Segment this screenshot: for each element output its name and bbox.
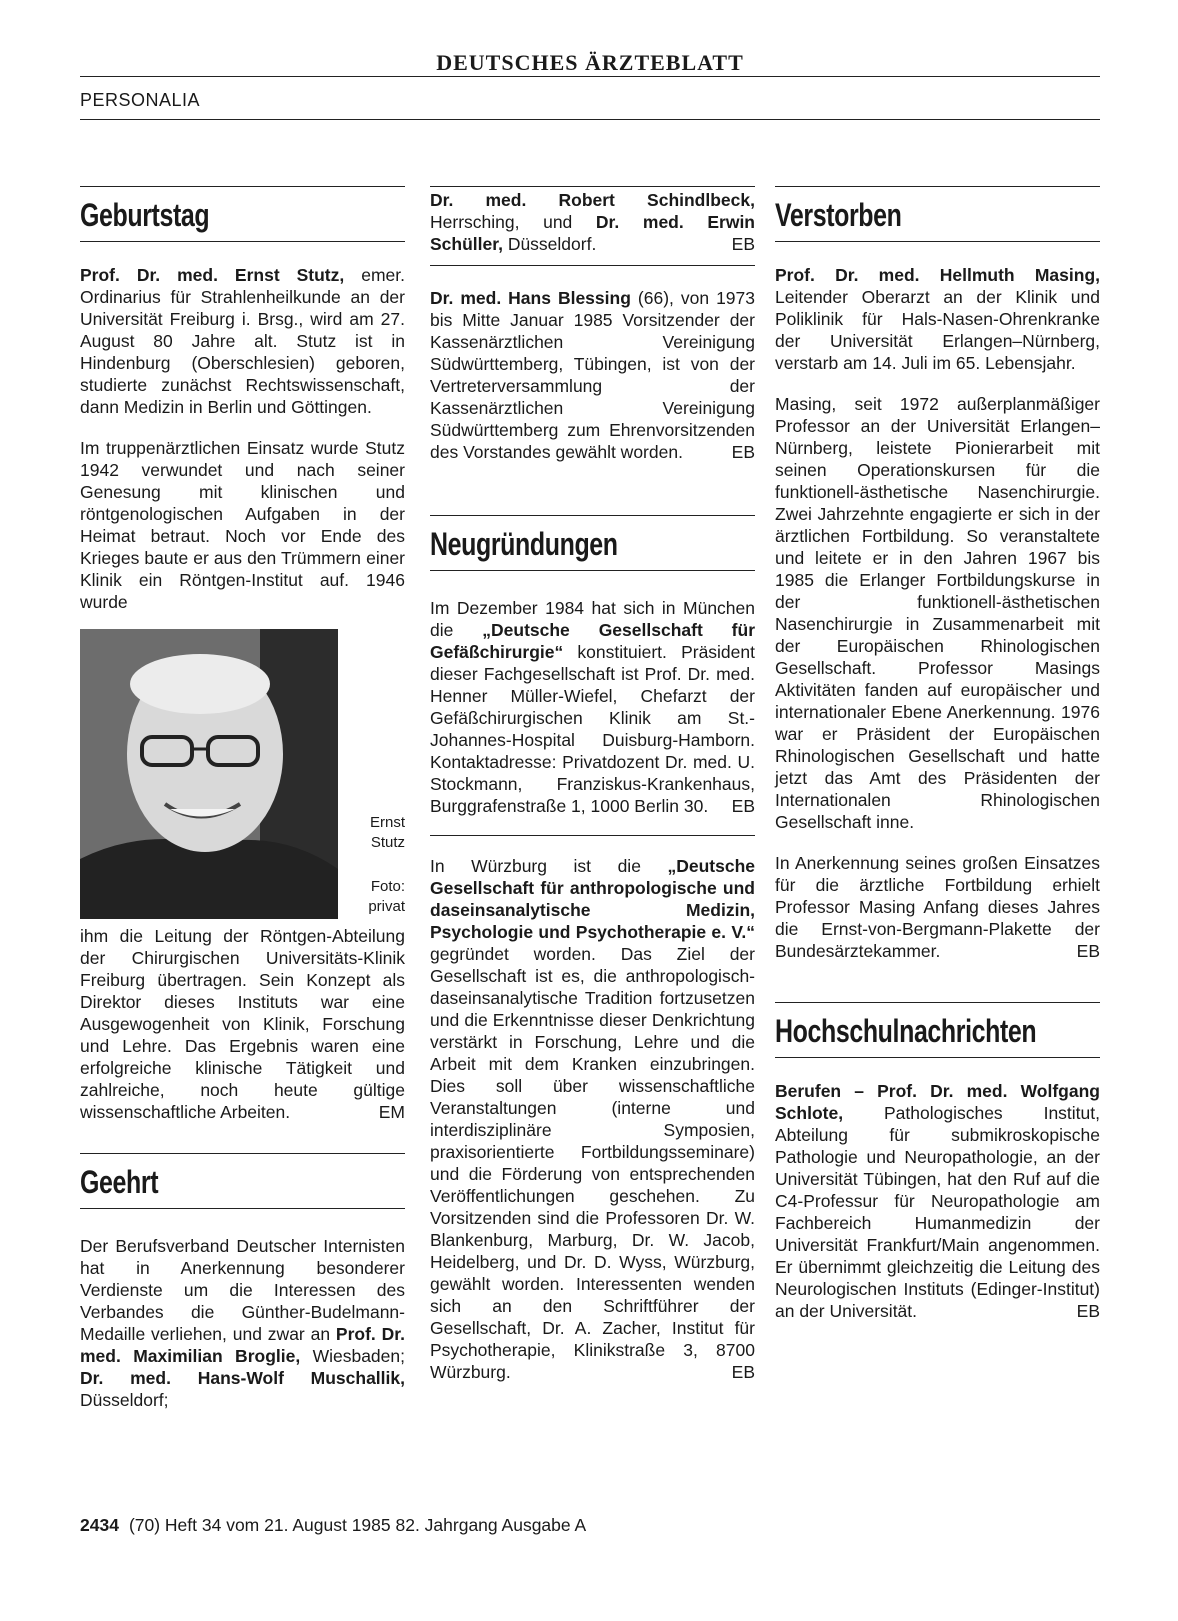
article-geehrt (80, 1235, 405, 1411)
article-blessing (430, 287, 755, 463)
portrait-illustration (80, 629, 338, 919)
text: Pathologisches Institut, Abteilung für submikroskopische Pathologie und Neuropathologie, an der Universität Tübingen, hat den Ruf auf die C4-Professur für Neuropathologie am Fachbereich Humanmedizin der Universität Frankfurt/Main angenommen. Er übernimmt gleichzeitig die Leitung des Neurologischen Instituts (Edinger-Institut) an der Universität. (775, 1103, 1100, 1321)
page-number: 2434 (80, 1515, 119, 1535)
signature: EB (731, 442, 755, 462)
name-stutz: Prof. Dr. med. Ernst Stutz, (80, 265, 345, 285)
caption-line: privat (368, 898, 405, 915)
heading-verstorben: Verstorben (775, 197, 902, 233)
signature: EB (1076, 1301, 1100, 1321)
article-geehrt-continued (430, 189, 755, 255)
text: Düsseldorf; (80, 1390, 169, 1410)
signature: EM (378, 1102, 405, 1122)
society-name: „Deutsche Gesellschaft für anthropologische und daseinsanalytische Medizin, Psychologie und Psychotherapie e. V.“ (430, 856, 755, 942)
article-masing-intro (775, 264, 1100, 374)
name-muschallik: Dr. med. Hans-Wolf Muschallik, (80, 1368, 405, 1388)
article-gefaesschirurgie (430, 597, 755, 817)
column-1 (80, 186, 405, 1411)
society-name: „Deutsche Gesellschaft für Gefäßchirurgie“ (430, 620, 756, 662)
text: Im Dezember 1984 hat sich in München die (430, 598, 755, 640)
text: In Würzburg ist die (430, 856, 668, 876)
caption-name (370, 813, 405, 853)
name-blessing: Dr. med. Hans Blessing (430, 288, 631, 308)
signature: EB (1076, 941, 1100, 961)
text: In Anerkennung seines großen Einsatzes für die ärztliche Fortbildung erhielt Professor Masing Anfang dieses Jahres die Ernst-von-Bergmann-Plakette der Bundesärztekammer. (775, 853, 1100, 961)
article-anthropologie (430, 855, 755, 1383)
text: ihm die Leitung der Röntgen-Abteilung der Chirurgischen Universitäts-Klinik Freiburg übertragen. Sein Konzept als Direktor dieses Instituts war eine Ausgewogenheit von Klinik, Forschung und Lehre. Das Ergebnis waren eine erfolgreiche klinische Tätigkeit und zahlreiche, noch heute gültige wissenschaftliche Arbeiten. (80, 926, 405, 1122)
article-stutz-career: Im truppenärztlichen Einsatz wurde Stutz 1942 verwundet und nach seiner Genesung mit klinischen und röntgenologischen Aufgaben in der Heimat betraut. Noch vor Ende des Krieges baute er aus den Trümmern einer Klinik ein Röntgen-Institut auf. 1946 wurde (80, 438, 405, 612)
page-footer (80, 1515, 586, 1536)
signature: EB (731, 1362, 755, 1382)
divider (430, 835, 755, 855)
heading-box-hochschulnachrichten (775, 1002, 1100, 1058)
photo-block (80, 629, 405, 919)
text: Düsseldorf. (502, 234, 597, 254)
article-masing-award (775, 852, 1100, 962)
column-3 (775, 186, 1100, 1322)
heading-hochschulnachrichten: Hochschulnachrichten (775, 1013, 1037, 1049)
text: gegründet worden. Das Ziel der Gesellschaft ist es, die anthropologisch-daseinsanalytische Tradition fortzusetzen und die Erkenntnisse dieser Denkrichtung verstärkt in Forschung, Lehre und die Arbeit mit dem Kranken einzubringen. Dies soll über wissenschaftliche Veranstaltungen (interne und interdisziplinäre Symposien, praxisorientierte Fortbildungsseminare) und die Förderung von entsprechenden Veröffentlichungen geschehen. Zu Vorsitzenden sind die Professoren Dr. W. Blankenburg, Marburg, Dr. W. Jacob, Heidelberg, und Dr. D. Wyss, Würzburg, gewählt worden. Interessenten wenden sich an den Schriftführer der Gesellschaft, Dr. A. Zacher, Institut für Psychotherapie, Klinikstraße 3, 8700 Würzburg. (430, 944, 755, 1382)
divider (430, 265, 755, 287)
photo-caption (338, 629, 405, 919)
section-label: PERSONALIA (80, 90, 201, 110)
name-schindlbeck: Dr. med. Robert Schindlbeck, (430, 190, 755, 210)
signature: EB (731, 234, 755, 254)
heading-box-verstorben (775, 186, 1100, 242)
text: Wiesbaden; (300, 1346, 405, 1366)
text: emer. Ordinarius für Strahlenheilkunde an der Universität Freiburg i. Brsg., wird am 27. August 80 Jahre alt. Stutz ist in Hindenburg (Oberschlesien) geboren, studierte zunächst Rechtswissenschaft, dann Medizin in Berlin und Göttingen. (80, 265, 405, 417)
name-schueller: Dr. med. Erwin Schüller, (430, 212, 755, 254)
column-2 (430, 186, 755, 1383)
signature: EB (731, 796, 755, 816)
article-stutz-intro (80, 264, 405, 418)
name-masing: Prof. Dr. med. Hellmuth Masing, (775, 265, 1100, 285)
text: Herrsching, und (430, 212, 596, 232)
heading-geehrt: Geehrt (80, 1164, 159, 1200)
caption-credit (368, 877, 405, 917)
header-rule (80, 76, 1100, 77)
masthead: DEUTSCHES ÄRZTEBLATT (436, 50, 744, 75)
heading-geburtstag: Geburtstag (80, 197, 210, 233)
text: Leitender Oberarzt an der Klinik und Poliklinik für Hals-Nasen-Ohrenkranke der Universität Erlangen–Nürnberg, verstarb am 14. Juli im 65. Lebensjahr. (775, 287, 1100, 373)
article-schlote (775, 1080, 1100, 1322)
text: Der Berufsverband Deutscher Internisten hat in Anerkennung besonderer Verdienste um die Interessen des Verbandes die Günther-Budelmann-Medaille verliehen, und zwar an (80, 1236, 405, 1344)
article-stutz-conclusion (80, 925, 405, 1123)
portrait-photo (80, 629, 338, 919)
text: konstituiert. Präsident dieser Fachgesellschaft ist Prof. Dr. med. Henner Müller-Wiefel, Chefarzt der Gefäßchirurgischen Klinik am St.-Johannes-Hospital Duisburg-Hamborn. Kontaktadresse: Privatdozent Dr. med. U. Stockmann, Franziskus-Krankenhaus, Burggrafenstraße 1, 1000 Berlin 30. (430, 642, 755, 816)
name-schlote: Berufen – Prof. Dr. med. Wolfgang Schlote, (775, 1081, 1100, 1123)
name-broglie: Prof. Dr. med. Maximilian Broglie, (80, 1324, 405, 1366)
article-masing-career: Masing, seit 1972 außerplanmäßiger Professor an der Universität Erlangen–Nürnberg, leistete Pionierarbeit mit seinen Operationskursen für die funktionell-ästhetische Nasenchirurgie. Zwei Jahrzehnte engagierte er sich in der ärztlichen Fortbildung. So veranstaltete und leitete er in den Jahren 1967 bis 1985 die Erlanger Fortbildungskurse in der funktionell-ästhetischen Nasenchirurgie in Zusammenarbeit mit der Europäischen Rhinologischen Gesellschaft. Professor Masings Aktivitäten fanden auf europäischer und internationaler Ebene Anerkennung. 1976 war er Präsident der Europäischen Rhinologischen Gesellschaft und hatte jetzt das Amt des Präsidenten der Internationalen Rhinologischen Gesellschaft inne. (775, 394, 1100, 832)
text: (66), von 1973 bis Mitte Januar 1985 Vorsitzender der Kassenärztlichen Vereinigung Südwürttemberg, Tübingen, ist von der Vertreterversammlung der Kassenärztlichen Vereinigung Südwürttemberg zum Ehrenvorsitzenden des Vorstandes gewählt worden. (430, 288, 756, 462)
heading-box-geburtstag (80, 186, 405, 242)
header-rule-lower (80, 119, 1100, 120)
caption-line: Ernst (369, 814, 405, 831)
heading-box-neugruendungen (430, 515, 755, 571)
issue-info: (70) Heft 34 vom 21. August 1985 82. Jahrgang Ausgabe A (128, 1515, 587, 1535)
heading-neugruendungen: Neugründungen (430, 526, 618, 562)
caption-line: Foto: (370, 878, 405, 895)
caption-line: Stutz (370, 834, 405, 851)
heading-box-geehrt (80, 1153, 405, 1209)
